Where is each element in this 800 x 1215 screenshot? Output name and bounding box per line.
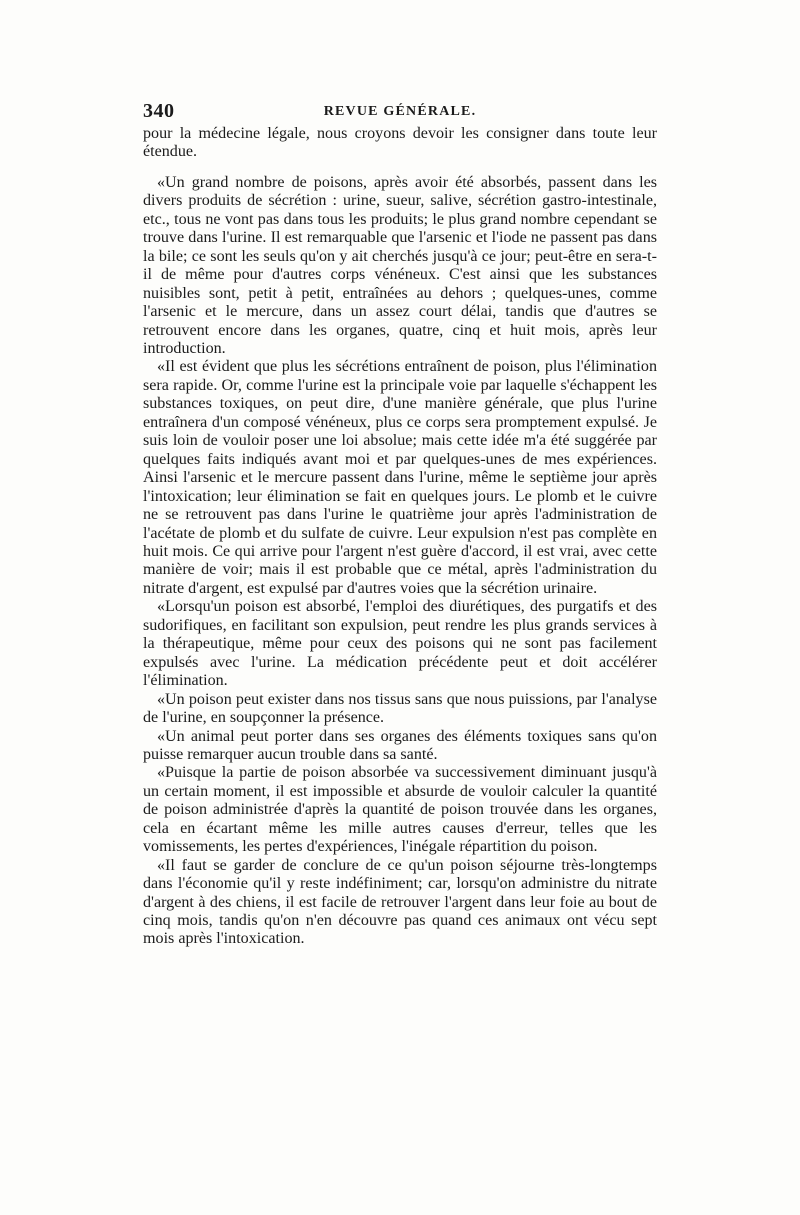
page-number: 340: [143, 100, 175, 122]
paragraph-quantity: «Puisque la partie de poison absorbée va successivement diminuant jusqu'à un certain moment, il est impossible et absurde de vouloir calculer la quantité de poison administrée d'après la quantité de poison trouvée dans les organes, cela en écartant même les mille autres causes d'erreur, telles que les vomissements, les pertes d'expériences, l'inégale répartition du poison.: [143, 764, 657, 856]
paragraph-absorption: «Un grand nombre de poisons, après avoir été absorbés, passent dans les divers produits de sécrétion : urine, sueur, salive, sécrétion gastro-intestinale, etc., tous ne vont pas dans tous les produits; le plus grand nombre cependant se trouve dans l'urine. Il est remarquable que l'arsenic et l'iode ne passent pas dans la bile; ce sont les seuls qu'on y ait cherchés jusqu'à ce jour; peut-être en sera-t-il de même pour d'autres corps vénéneux. C'est ainsi que les substances nuisibles sont, petit à petit, entraînées au dehors ; quelques-unes, comme l'arsenic et le mercure, dans un assez court délai, tandis que d'autres se retrouvent encore dans les organes, quatre, cinq et huit mois, après leur introduction.: [143, 173, 657, 357]
paragraph-urine-analysis: «Un poison peut exister dans nos tissus sans que nous puissions, par l'analyse de l'urine, en soupçonner la présence.: [143, 690, 657, 727]
paragraph-toxic-elements: «Un animal peut porter dans ses organes des éléments toxiques sans qu'on puisse remarquer aucun trouble dans sa santé.: [143, 727, 657, 763]
paragraph-continuation: pour la médecine légale, nous croyons devoir les consigner dans toute leur étendue.: [143, 125, 657, 161]
text-block: [143, 97, 657, 949]
paragraph-elimination: «Il est évident que plus les sécrétions entraînent de poison, plus l'élimination sera rapide. Or, comme l'urine est la principale voie par laquelle s'échappent les substances toxiques, on peut dire, d'une manière générale, que plus l'urine entraînera d'un composé vénéneux, plus ce corps sera promptement expulsé. Je suis loin de vouloir poser une loi absolue; mais cette idée m'a été suggérée par quelques faits indiqués avant moi et par quelques-unes de mes expériences. Ainsi l'arsenic et le mercure passent dans l'urine, même le septième jour après l'intoxication; leur élimination se fait en quelques jours. Le plomb et le cuivre ne se retrouvent pas dans l'urine le quatrième jour après l'administration de l'acétate de plomb et du sulfate de cuivre. Leur expulsion n'est pas complète en huit mois. Ce qui arrive pour l'argent n'est guère d'accord, il est vrai, avec cette manière de voir; mais il est probable que ce métal, après l'administration du nitrate d'argent, est expulsé par d'autres voies que la sécrétion urinaire.: [143, 358, 657, 597]
paragraph-conclusion: «Il faut se garder de conclure de ce qu'un poison séjourne très-longtemps dans l'économie qu'il y reste indéfiniment; car, lorsqu'on administre du nitrate d'argent à des chiens, il est facile de retrouver l'argent dans leur foie au bout de cinq mois, tandis qu'on n'en découvre pas quand ces animaux ont vécu sept mois après l'intoxication.: [143, 856, 657, 948]
running-title: REVUE GÉNÉRALE.: [323, 104, 477, 119]
running-head: [143, 97, 657, 125]
paragraph-diuretics: «Lorsqu'un poison est absorbé, l'emploi des diurétiques, des purgatifs et des sudorifiques, en facilitant son expulsion, peut rendre les plus grands services à la thérapeutique, même pour ceux des poisons qui ne sont pas facilement expulsés avec l'urine. La médication précédente peut et doit accélérer l'élimination.: [143, 598, 657, 690]
